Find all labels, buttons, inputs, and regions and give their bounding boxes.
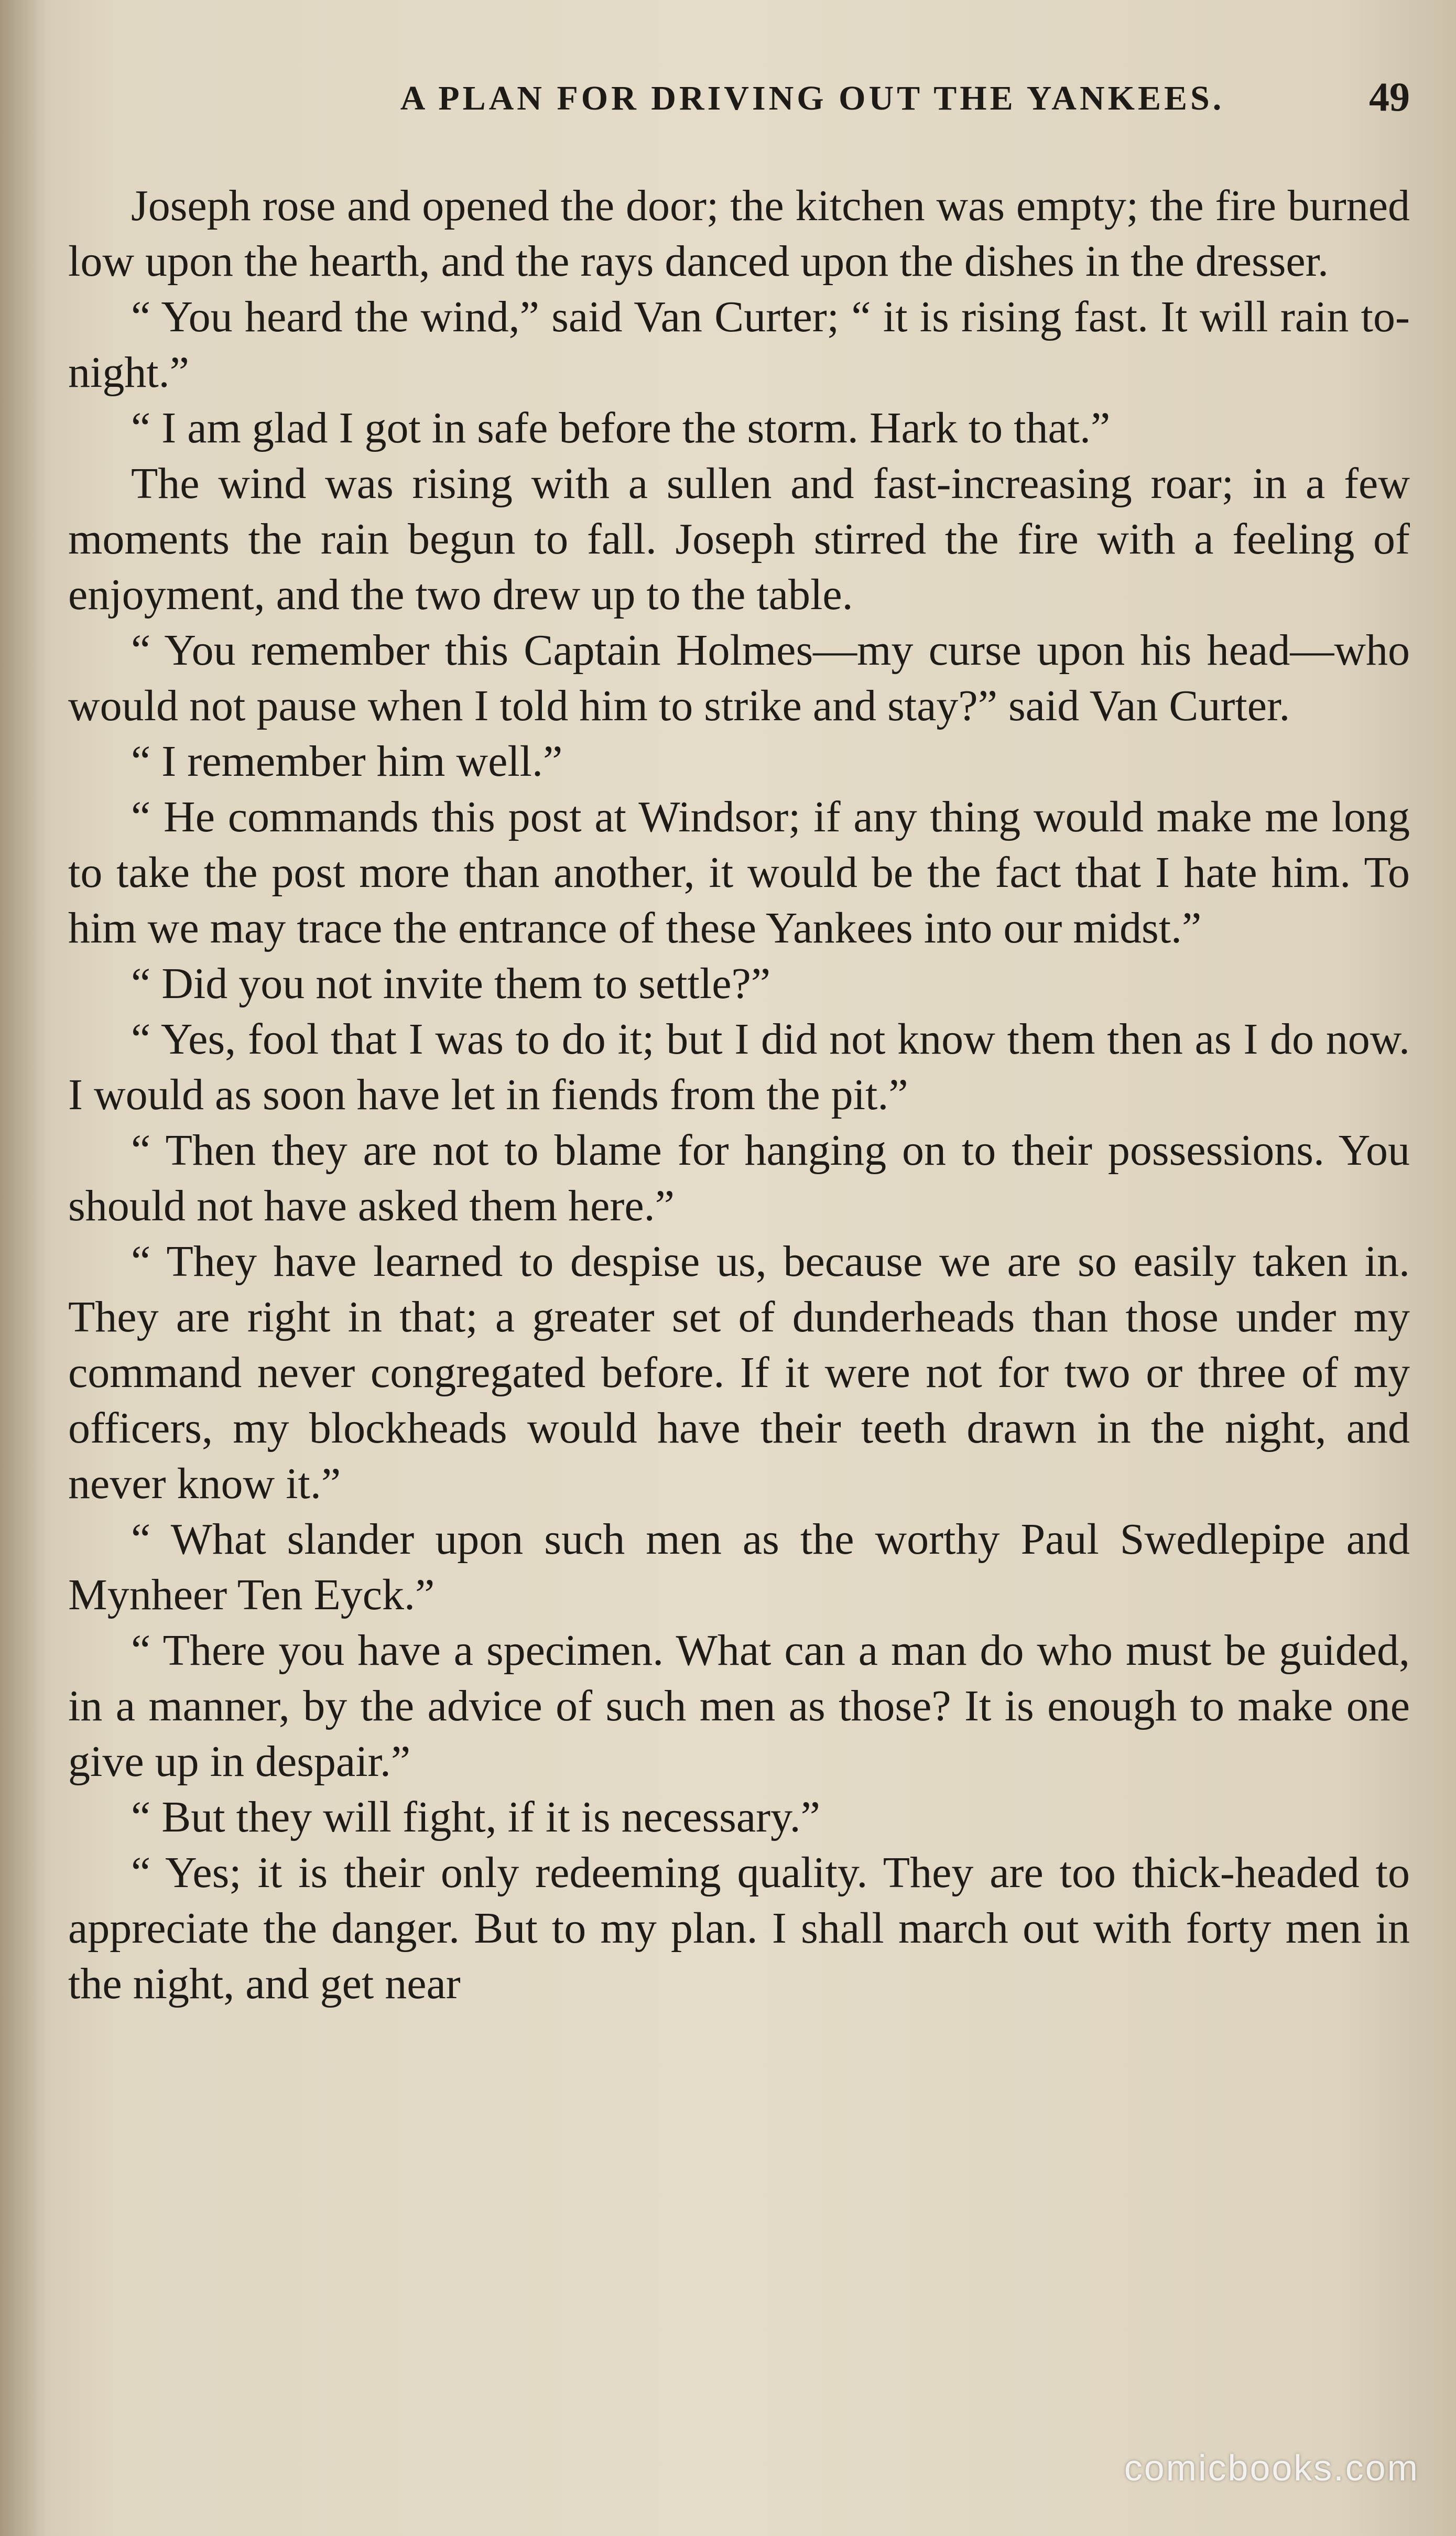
paragraph: “ Did you not invite them to settle?” — [131, 959, 771, 1008]
page-gutter-shadow — [0, 0, 47, 2536]
page-number: 49 — [1369, 74, 1410, 120]
running-head-title: A PLAN FOR DRIVING OUT THE YANKEES. — [400, 79, 1225, 117]
paragraph: “ What slander upon such men as the worthy Paul Swedlepipe and Mynheer Ten Eyck.” — [68, 1515, 1410, 1619]
paragraph: “ There you have a specimen. What can a man do who must be guided, in a manner, by the advice of such men as those? It is enough to make one give up in despair.” — [68, 1626, 1410, 1786]
paragraph: “ You heard the wind,” said Van Curter; “ it is rising fast. It will rain to-night.” — [68, 292, 1410, 397]
paragraph: Joseph rose and opened the door; the kitchen was empty; the fire burned low upon the hearth, and the rays danced upon the dishes in the dresser. — [68, 181, 1410, 286]
paragraph: “ I am glad I got in safe before the storm. Hark to that.” — [131, 404, 1111, 452]
paragraph: “ He commands this post at Windsor; if any thing would make me long to take the post more than another, it would be the fact that I hate him. To him we may trace the entrance of these Yankees into our midst.” — [68, 793, 1410, 952]
paragraph: “ But they will fight, if it is necessary.” — [131, 1793, 820, 1841]
body-text — [68, 178, 1410, 2012]
paragraph: “ They have learned to despise us, because we are so easily taken in. They are right in that; a greater set of dunderheads than those under my command never congregated before. If it were not for two or three of my officers, my blockheads would have their teeth drawn in the night, and never know it.” — [68, 1237, 1410, 1508]
paragraph: The wind was rising with a sullen and fast-increasing roar; in a few moments the rain begun to fall. Joseph stirred the fire with a feeling of enjoyment, and the two drew up to the table. — [68, 459, 1410, 619]
paragraph: “ Yes, fool that I was to do it; but I did not know them then as I do now. I would as soon have let in fiends from the pit.” — [68, 1015, 1410, 1119]
paragraph: “ Then they are not to blame for hanging on to their possessions. You should not have asked them here.” — [68, 1126, 1410, 1230]
watermark: comicbooks.com — [1124, 2447, 1419, 2488]
paragraph: “ I remember him well.” — [131, 737, 563, 786]
paragraph: “ Yes; it is their only redeeming quality. They are too thick-headed to appreciate the danger. But to my plan. I shall march out with forty men in the night, and get near — [68, 1848, 1410, 2008]
paragraph: “ You remember this Captain Holmes—my curse upon his head—who would not pause when I told him to strike and stay?” said Van Curter. — [68, 626, 1410, 730]
